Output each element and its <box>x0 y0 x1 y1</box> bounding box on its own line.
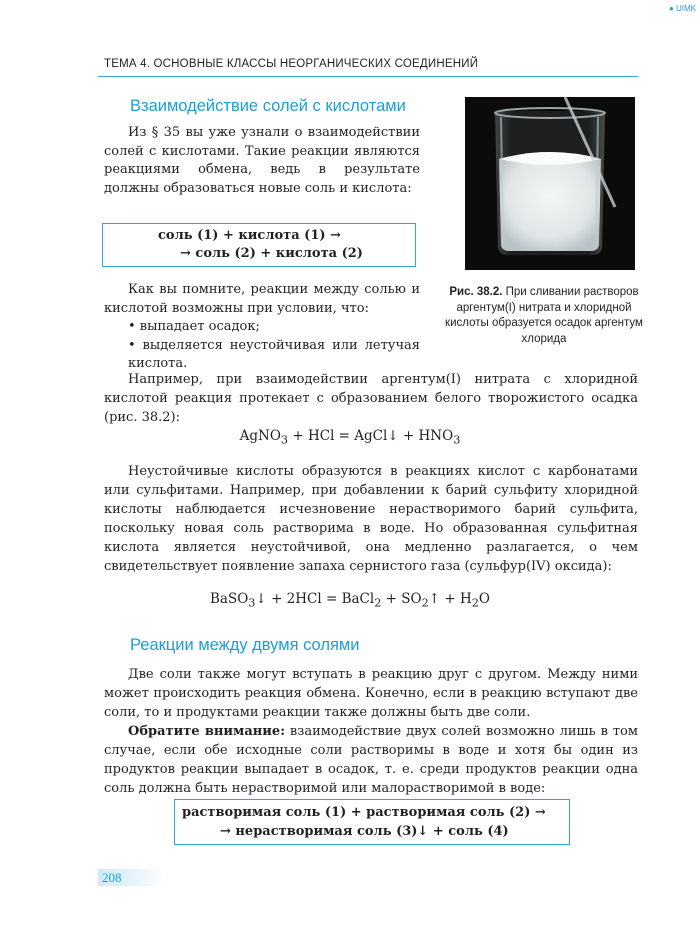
eq2-part: BaSO <box>210 591 249 607</box>
eq1-sub: 3 <box>280 433 289 447</box>
header-divider <box>98 76 638 77</box>
condition-volatile-acid: • выделяется неустойчивая или летучая кислота. <box>128 337 420 371</box>
attention-paragraph <box>104 722 638 798</box>
intro-paragraph <box>104 124 420 198</box>
scheme2-line1: растворимая соль (1) + растворимая соль (2) → <box>182 805 546 820</box>
eq2-sub: 2 <box>471 596 479 610</box>
eq2-part: O <box>478 591 490 607</box>
eq2-sub: 3 <box>248 596 256 610</box>
figure-caption <box>440 285 648 347</box>
unstable-acids-paragraph <box>104 462 638 576</box>
condition-precipitate: • выпадает осадок; <box>128 319 260 334</box>
attention-text: взаимодействие двух солей возможно лишь в том случае, если обе исходные соли растворимы в воде и хотя бы один из продуктов реакции выпадает в осадок, т. е. среди продуктов реакции одна соль должна быть нерастворимой или малорастворимой в воде: <box>104 724 638 796</box>
eq2-part: + SO <box>381 591 422 607</box>
eq2-sub: 2 <box>374 596 382 610</box>
eq2-part: ↓ + 2HCl = BaCl <box>255 591 375 607</box>
unstable-acids-text: Неустойчивые кислоты образуются в реакциях кислот с карбонатами или сульфитами. Например, при добавлении к барий сульфиту хлоридной кислоты наблюдается исчезновение нерастворимого барий сульфита, поскольку новая соль растворима в воде. Но образованная сульфитная кислота является неустойчивой, она медленно разлагается, о чем свидетельствует появление запаха сернистого газа (сульфур(IV) оксида): <box>104 464 638 574</box>
equation-silver-chloride <box>0 428 700 447</box>
figure-text: При сливании растворов аргентум(I) нитрата и хлоридной кислоты образуется осадок аргентум хлорида <box>445 286 643 345</box>
eq2-sub: 2 <box>421 596 429 610</box>
scheme1-line1: соль (1) + кислота (1) → <box>158 228 341 243</box>
conditions-block <box>104 281 420 374</box>
beaker-photo <box>465 97 635 270</box>
equation-barium-sulfite <box>0 591 700 610</box>
conditions-text: Как вы помните, реакции между солью и кислотой возможны при условии, что: <box>104 282 420 316</box>
example-paragraph <box>104 370 638 427</box>
eq2-part: ↑ + H <box>428 591 472 607</box>
section-heading-two-salts: Реакции между двумя солями <box>130 636 360 654</box>
eq1-part: + HCl = AgCl↓ + HNO <box>288 428 454 444</box>
page-number: 208 <box>98 869 164 886</box>
reaction-scheme-box-1 <box>102 223 416 267</box>
scheme2-line2: → нерастворимая соль (3)↓ + соль (4) <box>220 824 509 839</box>
figure-label: Рис. 38.2. <box>449 286 503 298</box>
eq1-sub: 3 <box>453 433 461 447</box>
eq1-part: AgNO <box>239 428 281 444</box>
two-salts-paragraph <box>104 665 638 798</box>
publisher-logo: ● UIMK <box>668 4 696 13</box>
reaction-scheme-box-2 <box>174 799 570 845</box>
two-salts-text: Две соли также могут вступать в реакцию друг с другом. Между ними может происходить реакция обмена. Конечно, если в реакцию вступают две соли, то и продуктами реакции также должны быть две соли. <box>104 667 638 720</box>
beaker-illustration <box>465 97 635 270</box>
example-text: Например, при взаимодействии аргентум(I) нитрата с хлоридной кислотой реакция протекает с образованием белого творожистого осадка (рис. 38.2): <box>104 372 638 425</box>
scheme1-line2: → соль (2) + кислота (2) <box>180 246 363 261</box>
intro-text: Из § 35 вы уже узнали о взаимодействии солей с кислотами. Такие реакции являются реакциями обмена, ведь в результате должны образоваться новые соль и кислота: <box>104 125 420 196</box>
running-header: ТЕМА 4. ОСНОВНЫЕ КЛАССЫ НЕОРГАНИЧЕСКИХ СОЕДИНЕНИЙ <box>104 58 479 70</box>
section-heading-salts-acids: Взаимодействие солей с кислотами <box>130 97 406 115</box>
attention-label: Обратите внимание: <box>128 724 285 739</box>
